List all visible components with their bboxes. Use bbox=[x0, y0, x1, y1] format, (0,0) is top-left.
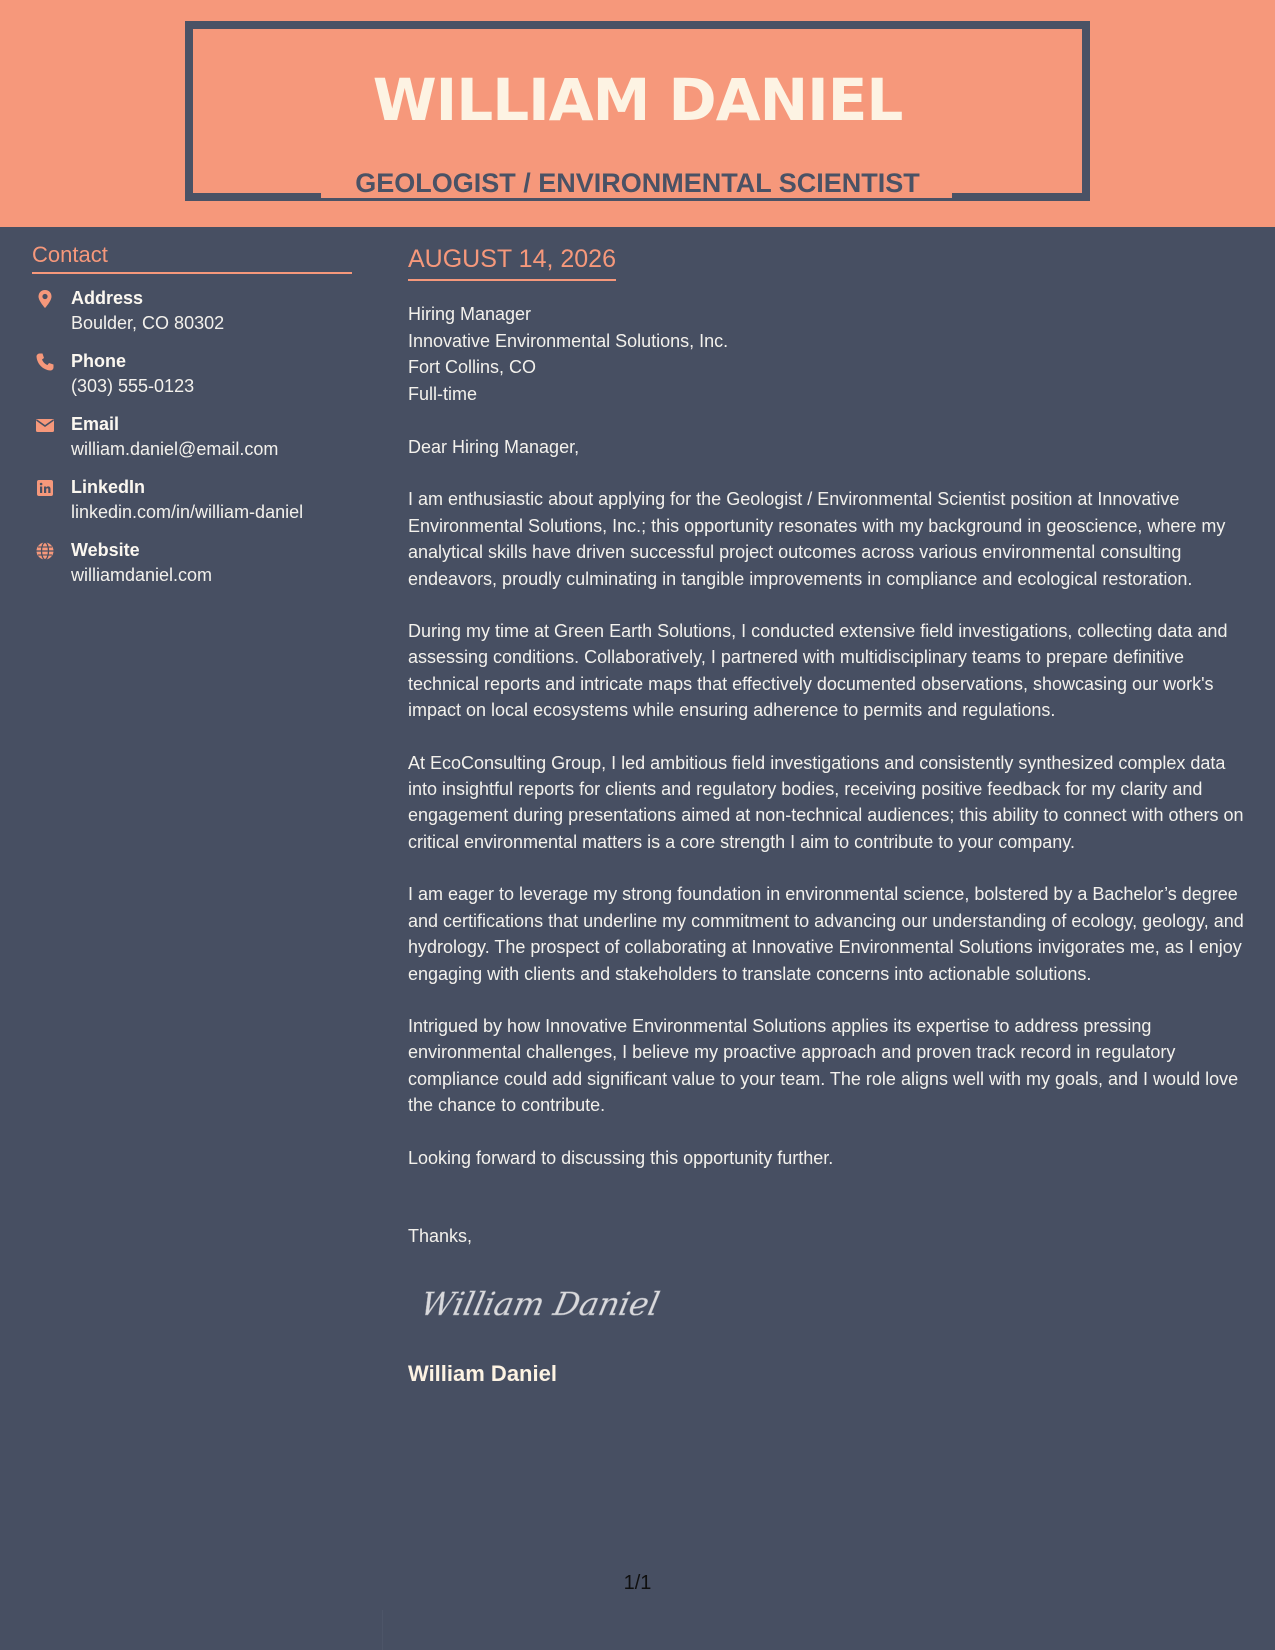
globe-icon bbox=[35, 541, 55, 561]
closing-line: Looking forward to discussing this opportunity further. bbox=[408, 1147, 834, 1168]
contact-value: williamdaniel.com bbox=[71, 565, 213, 585]
signature-text: William Daniel bbox=[417, 1285, 663, 1324]
letter-paragraph: Intrigued by how Innovative Environmental Solutions applies its expertise to address pressing environmental challenges, I believe my proactive approach and proven track record in regulatory compliance could add significant value to your team. The role aligns well with my goals, and I would love the chance to contribute. bbox=[408, 1015, 1239, 1116]
contact-item-phone bbox=[32, 349, 352, 412]
contact-item-email bbox=[32, 412, 352, 475]
letter-paragraph: I am enthusiastic about applying for the Geologist / Environmental Scientist position at Innovative Environmental Solutions, Inc.; this opportunity resonates with my background in geoscience, where my analytical skills have driven successful project outcomes across various environmental consulting endeavors, proudly culminating in tangible improvements in compliance and ecological restoration. bbox=[408, 489, 1226, 589]
recipient-line: Fort Collins, CO bbox=[408, 357, 537, 377]
sign-off: Thanks, bbox=[408, 1225, 473, 1246]
location-pin-icon bbox=[35, 289, 55, 309]
applicant-name: WILLIAM DANIEL bbox=[372, 66, 903, 134]
recipient-line: Innovative Environmental Solutions, Inc. bbox=[408, 330, 729, 351]
recipient-block bbox=[408, 301, 1248, 407]
letter-body bbox=[408, 240, 1248, 1389]
letter-date: AUGUST 14, 2026 bbox=[408, 240, 616, 281]
contact-value: william.daniel@email.com bbox=[71, 439, 279, 459]
contact-label: Phone bbox=[71, 351, 127, 371]
column-divider bbox=[382, 1610, 383, 1650]
letter-paragraph: I am eager to leverage my strong foundation in environmental science, bolstered by a Bachelor’s degree and certifications that underline my commitment to advancing our understanding of ecology, geology, and hydrology. The prospect of collaborating at Innovative Environmental Solutions invigorates me, as I enjoy engaging with clients and stakeholders to translate concerns into actionable solutions. bbox=[408, 884, 1244, 984]
recipient-line: Hiring Manager bbox=[408, 304, 532, 324]
contact-item-address bbox=[32, 286, 352, 349]
contact-label: LinkedIn bbox=[71, 477, 146, 497]
contact-sidebar bbox=[32, 240, 352, 601]
contact-item-linkedin bbox=[32, 475, 352, 538]
recipient-line: Full-time bbox=[408, 383, 478, 404]
greeting: Dear Hiring Manager, bbox=[408, 437, 580, 457]
contact-heading: Contact bbox=[32, 240, 352, 274]
handwritten-signature bbox=[416, 1273, 676, 1333]
header-banner bbox=[0, 0, 1275, 227]
envelope-icon bbox=[35, 415, 55, 435]
job-title: GEOLOGIST / ENVIRONMENTAL SCIENTIST bbox=[355, 168, 920, 198]
contact-value: (303) 555-0123 bbox=[71, 376, 195, 396]
signer-name: William Daniel bbox=[408, 1360, 557, 1386]
contact-label: Address bbox=[71, 288, 144, 308]
contact-label: Email bbox=[71, 414, 120, 434]
phone-icon bbox=[35, 352, 55, 372]
contact-value: Boulder, CO 80302 bbox=[71, 313, 225, 333]
contact-item-website bbox=[32, 538, 352, 601]
letter-paragraph: At EcoConsulting Group, I led ambitious field investigations and consistently synthesized complex data into insightful reports for clients and regulatory bodies, receiving positive feedback for my clarity and engagement during presentations aimed at non-technical audiences; this ability to connect with others on critical environmental matters is a core strength I aim to contribute to your company. bbox=[408, 752, 1244, 852]
letter-paragraph: During my time at Green Earth Solutions, I conducted extensive field investigations, collecting data and assessing conditions. Collaboratively, I partnered with multidisciplinary teams to prepare definitive technical reports and intricate maps that effectively documented observations, showcasing our work's impact on local ecosystems while ensuring adherence to permits and regulations. bbox=[408, 621, 1228, 721]
page-number: 1/1 bbox=[623, 1572, 652, 1594]
contact-label: Website bbox=[71, 540, 140, 560]
contact-value: linkedin.com/in/william-daniel bbox=[71, 502, 304, 522]
linkedin-icon bbox=[35, 478, 55, 498]
